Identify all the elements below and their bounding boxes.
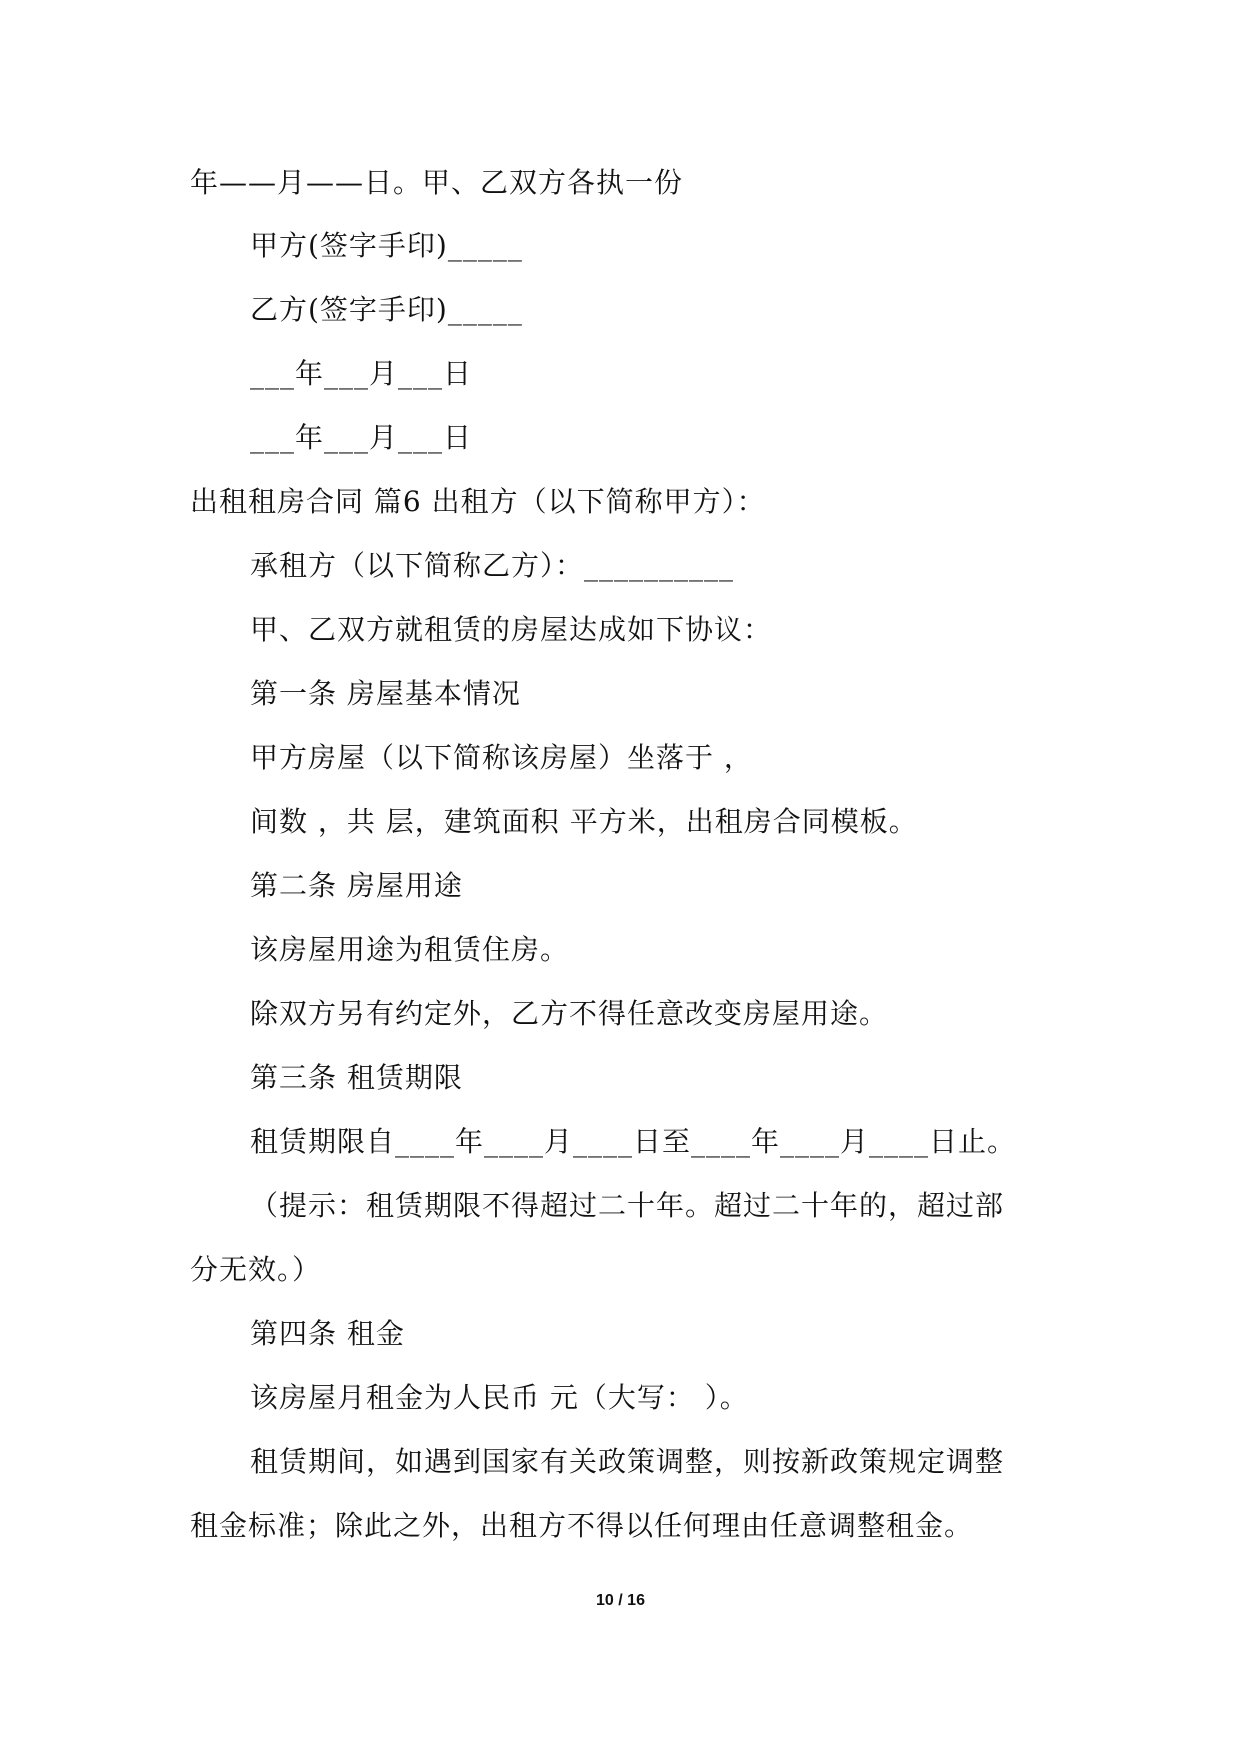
text-line: 年——月——日。甲、乙双方各执一份: [190, 166, 684, 199]
text-line: 除双方另有约定外，乙方不得任意改变房屋用途。: [250, 997, 889, 1030]
text-line: 间数 ，共 层，建筑面积 平方米，出租房合同模板。: [250, 805, 918, 838]
text-line: 租赁期限自____年____月____日至____年____月____日止。: [250, 1125, 1017, 1158]
section-heading: 出租租房合同 篇6 出租方（以下简称甲方）：: [190, 485, 766, 518]
text-line: 租赁期间，如遇到国家有关政策调整，则按新政策规定调整: [250, 1445, 1005, 1478]
text-line: （提示：租赁期限不得超过二十年。超过二十年的，超过部: [250, 1189, 1005, 1222]
text-line: 租金标准；除此之外，出租方不得以任何理由任意调整租金。: [190, 1509, 974, 1542]
text-line: 该房屋用途为租赁住房。: [250, 933, 570, 966]
text-line: ___年___月___日: [250, 421, 473, 454]
text-line: 甲方(签字手印)_____: [250, 229, 523, 262]
text-line: 承租方（以下简称乙方）：__________: [250, 549, 735, 582]
article-heading: 第二条 房屋用途: [250, 869, 463, 902]
article-heading: 第四条 租金: [250, 1317, 405, 1350]
article-heading: 第一条 房屋基本情况: [250, 677, 521, 710]
text-line: 乙方(签字手印)_____: [250, 293, 523, 326]
page-number: 10 / 16: [596, 1592, 645, 1609]
text-line: 甲方房屋（以下简称该房屋）坐落于 ，: [250, 741, 753, 774]
text-line: ___年___月___日: [250, 357, 473, 390]
article-heading: 第三条 租赁期限: [250, 1061, 463, 1094]
text-line: 甲、乙双方就租赁的房屋达成如下协议：: [250, 613, 773, 646]
text-line: 分无效。）: [190, 1253, 322, 1286]
text-line: 该房屋月租金为人民币 元（大写： ）。: [250, 1381, 749, 1414]
